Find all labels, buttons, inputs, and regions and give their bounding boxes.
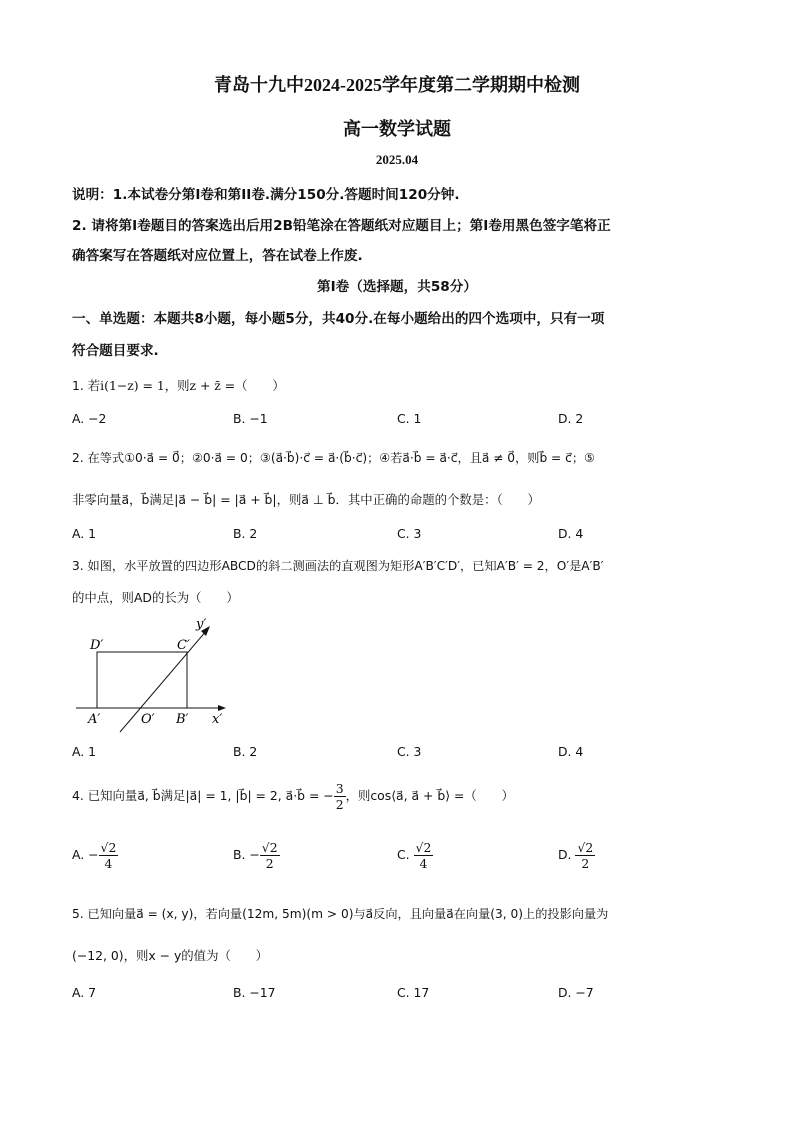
q4-option-d-num: √2 xyxy=(577,840,594,855)
q4-option-b-frac xyxy=(260,840,280,871)
q4-option-b[interactable] xyxy=(233,840,280,871)
question-4 xyxy=(72,781,514,812)
label-x-prime: x′ xyxy=(212,712,223,727)
question-5-line-2: (−12, 0)，则x − y的值为（ ） xyxy=(72,948,269,963)
question-3-line-1: 3. 如图，水平放置的四边形ABCD的斜二测画法的直观图为矩形A′B′C′D′，已知A′B′ = 2，O′是A′B′ xyxy=(72,559,604,573)
section-title: 第I卷（选择题，共58分） xyxy=(317,279,477,295)
q1-option-a[interactable]: A. −2 xyxy=(72,411,107,426)
oblique-projection-figure xyxy=(70,614,240,738)
q3-option-a[interactable]: A. 1 xyxy=(72,744,97,759)
q4-option-d-den: 2 xyxy=(581,856,590,871)
q1-option-b[interactable]: B. −1 xyxy=(233,411,268,426)
q2-option-b[interactable]: B. 2 xyxy=(233,526,258,541)
question-2-line-2: 非零向量a⃗，b⃗满足|a⃗ − b⃗| = |a⃗ + b⃗|，则a⃗ ⊥ b⃗．其中正确的命题的个数是：（ ） xyxy=(72,492,540,507)
q1-number: 1. 若 xyxy=(72,378,101,393)
q4-option-d-frac xyxy=(575,840,595,871)
q4-option-b-num: √2 xyxy=(261,840,278,855)
q1-target: z + z̄ = xyxy=(189,378,236,393)
label-y-prime: y′ xyxy=(196,617,207,632)
q4-option-a-sign: − xyxy=(88,847,99,862)
q4-option-a-frac xyxy=(99,840,119,871)
q4-blank: （ ） xyxy=(464,788,514,803)
label-b-prime: B′ xyxy=(176,712,189,727)
q1-condition: i(1−z) = 1 xyxy=(100,378,165,393)
q4-option-d[interactable] xyxy=(558,840,595,871)
x-axis-arrow-icon xyxy=(218,705,226,711)
q2-option-d[interactable]: D. 4 xyxy=(558,526,584,541)
q4-text-start: 4. 已知向量a⃗, b⃗满足|a⃗| = 1, |b⃗| = 2, a⃗·b⃗ = − xyxy=(72,788,334,803)
q2-option-a[interactable]: A. 1 xyxy=(72,526,97,541)
question-5-line-1: 5. 已知向量a⃗ = (x, y)，若向量(12m, 5m)(m > 0)与a⃗反向，且向量a⃗在向量(3, 0)上的投影向量为 xyxy=(72,907,609,921)
q3-option-b[interactable]: B. 2 xyxy=(233,744,258,759)
question-3-line-2: 的中点，则AD的长为（ ） xyxy=(72,590,239,605)
q2-option-c[interactable]: C. 3 xyxy=(397,526,422,541)
label-a-prime: A′ xyxy=(88,712,101,727)
q4-option-a-den: 4 xyxy=(104,856,113,871)
q5-option-d[interactable]: D. −7 xyxy=(558,985,594,1000)
rectangle-abcd xyxy=(97,652,187,708)
instruction-line-3: 确答案写在答题纸对应位置上，答在试卷上作废. xyxy=(72,248,363,264)
q4-option-c-frac xyxy=(414,840,434,871)
label-o-prime: O′ xyxy=(141,712,155,727)
exam-date: 2025.04 xyxy=(375,152,419,167)
q4-option-c-den: 4 xyxy=(419,856,428,871)
question-2-line-1: 2. 在等式①0·a⃗ = 0⃗；②0·a⃗ = 0；③(a⃗·b⃗)·c⃗ = a⃗·(b⃗·c⃗)；④若a⃗·b⃗ = a⃗·c⃗，且a⃗ ≠ 0⃗，则b⃗ = c⃗；⑤ xyxy=(72,451,595,465)
q4-option-a-num: √2 xyxy=(100,840,117,855)
q4-option-c[interactable] xyxy=(397,840,433,871)
q3-option-c[interactable]: C. 3 xyxy=(397,744,422,759)
q4-option-a-label: A. xyxy=(72,847,85,862)
q4-option-b-label: B. xyxy=(233,847,246,862)
q1-connector: ，则 xyxy=(164,378,190,393)
y-axis-line xyxy=(120,630,207,732)
section-desc-line-1: 一、单选题：本题共8小题，每小题5分，共40分.在每小题给出的四个选项中，只有一项 xyxy=(72,311,605,327)
instruction-line-1: 说明：1.本试卷分第I卷和第II卷.满分150分.答题时间120分钟. xyxy=(72,187,460,203)
q4-fraction xyxy=(334,781,346,812)
q4-text-mid: ，则cos⟨a⃗, a⃗ + b⃗⟩ = xyxy=(345,788,465,803)
q5-option-b[interactable]: B. −17 xyxy=(233,985,276,1000)
q4-option-b-sign: − xyxy=(249,847,260,862)
q4-option-a[interactable] xyxy=(72,840,118,871)
q4-option-c-num: √2 xyxy=(415,840,432,855)
q1-blank: （ ） xyxy=(235,378,285,393)
label-c-prime: C′ xyxy=(177,638,190,653)
q1-option-d[interactable]: D. 2 xyxy=(558,411,584,426)
label-d-prime: D′ xyxy=(90,638,104,653)
exam-title: 青岛十九中2024-2025学年度第二学期期中检测 xyxy=(214,75,580,95)
q4-option-c-label: C. xyxy=(397,847,410,862)
exam-subtitle: 高一数学试题 xyxy=(343,119,451,139)
question-1 xyxy=(72,376,285,394)
q5-option-c[interactable]: C. 17 xyxy=(397,985,430,1000)
q4-option-d-label: D. xyxy=(558,847,572,862)
q4-fraction-num: 3 xyxy=(335,781,344,796)
section-desc-line-2: 符合题目要求. xyxy=(72,343,159,359)
q5-option-a[interactable]: A. 7 xyxy=(72,985,97,1000)
instruction-line-2: 2. 请将第I卷题目的答案选出后用2B铅笔涂在答题纸对应题目上；第I卷用黑色签字笔将正 xyxy=(72,218,611,234)
q4-fraction-den: 2 xyxy=(335,797,344,812)
q3-option-d[interactable]: D. 4 xyxy=(558,744,584,759)
q4-option-b-den: 2 xyxy=(265,856,274,871)
q1-option-c[interactable]: C. 1 xyxy=(397,411,422,426)
